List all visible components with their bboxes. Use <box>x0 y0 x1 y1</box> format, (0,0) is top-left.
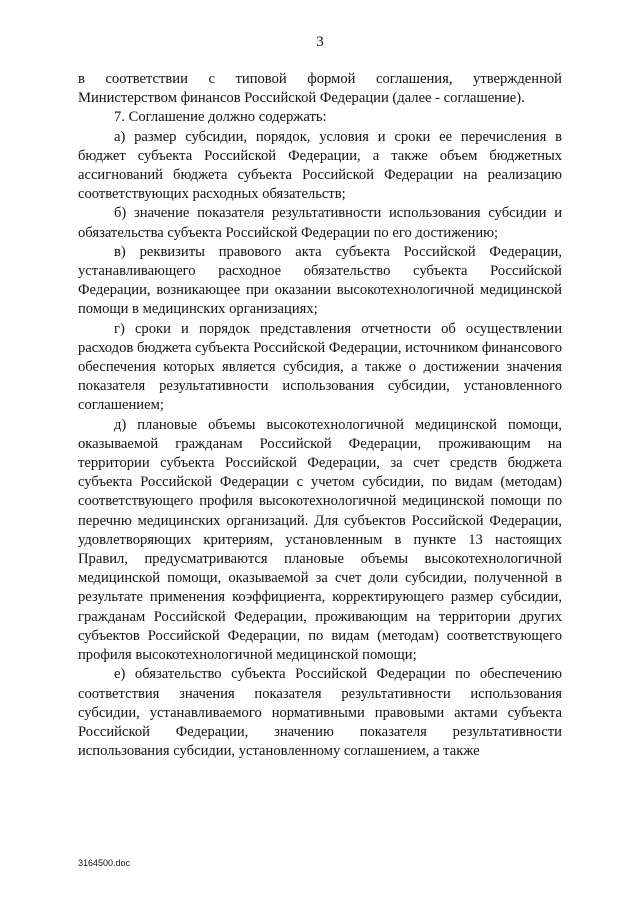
paragraph-subitem-d: д) плановые объемы высокотехнологичной медицинской помощи, оказываемой гражданам Российской Федерации, проживающим на территории субъекта Российской Федерации, за счет средств бюджета субъекта Российской Федерации с учетом субсидии, по видам (методам) соответствующего профиля высокотехнологичной медицинской помощи по перечню медицинских организаций. Для субъектов Российской Федерации, удовлетворяющих критериям, установленным в пункте 13 настоящих Правил, предусматриваются плановые объемы высокотехнологичной медицинской помощи, оказываемой за счет доли субсидии, полученной в результате применения коэффициента, корректирующего размер субсидии, гражданам Российской Федерации, проживающим на территории других субъектов Российской Федерации, по видам (методам) соответствующего профиля высокотехнологичной медицинской помощи; <box>78 416 562 664</box>
paragraph-subitem-b: б) значение показателя результативности использования субсидии и обязательства субъекта Российской Федерации по его достижению; <box>78 205 562 241</box>
footer-file-code: 3164500.doc <box>78 858 131 868</box>
paragraph-subitem-a: а) размер субсидии, порядок, условия и сроки ее перечисления в бюджет субъекта Российской Федерации, а также объем бюджетных ассигнований бюджета субъекта Российской Федерации на реализацию соответствующих расходных обязательств; <box>78 128 562 203</box>
paragraph-subitem-g: г) сроки и порядок представления отчетности об осуществлении расходов бюджета субъекта Российской Федерации, источником финансового обеспечения которых является субсидия, а также о достижении значения показателя результативности использования субсидии, установленного соглашением; <box>78 320 562 414</box>
page-number: 3 <box>316 34 324 50</box>
paragraph-subitem-e: е) обязательство субъекта Российской Федерации по обеспечению соответствия значения показателя результативности использования субсидии, устанавливаемого нормативными правовыми актами субъекта Российской Федерации, значению показателя результативности использования субсидии, установленному соглашением, а также <box>78 666 562 760</box>
paragraph-subitem-v: в) реквизиты правового акта субъекта Российской Федерации, устанавливающего расходное обязательство субъекта Российской Федерации, возникающее при оказании высокотехнологичной медицинской помощи в медицинских организациях; <box>78 243 562 318</box>
paragraph-continuation: в соответствии с типовой формой соглашения, утвержденной Министерством финансов Российской Федерации (далее - соглашение). <box>78 71 562 107</box>
paragraph-item-7: 7. Соглашение должно содержать: <box>114 109 327 126</box>
document-body <box>78 70 562 761</box>
